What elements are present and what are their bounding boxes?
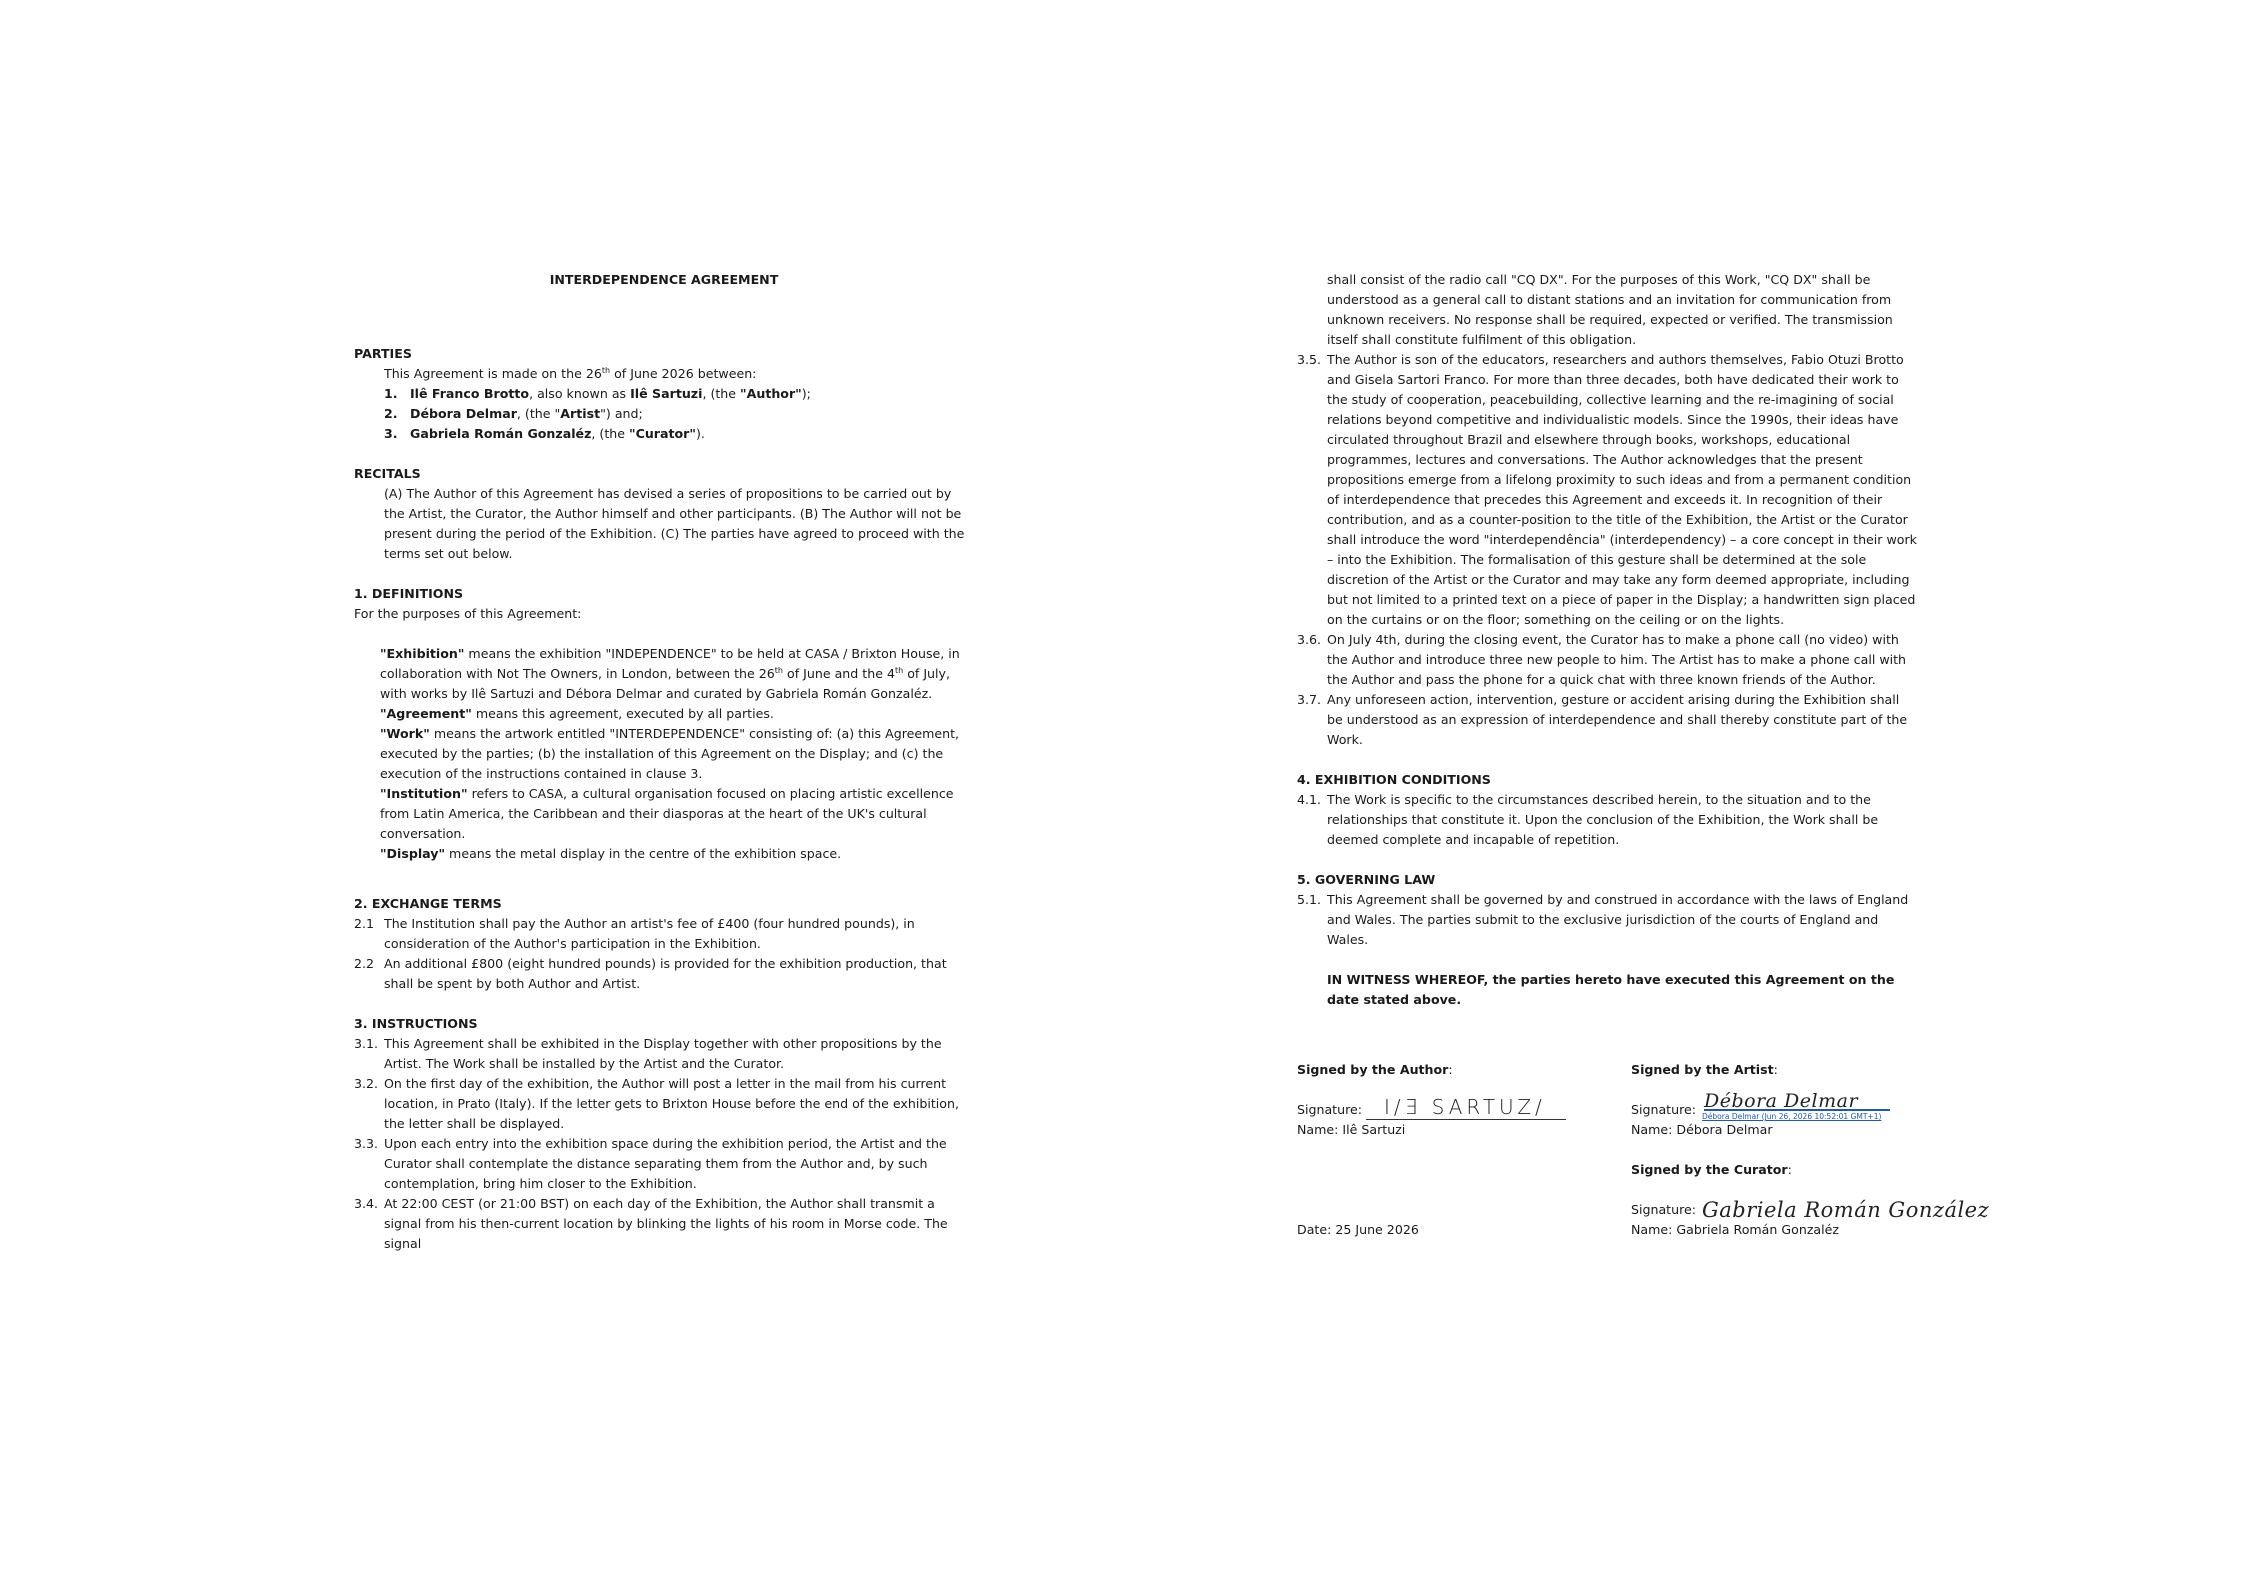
- author-sig-label: Signature:: [1297, 1102, 1367, 1117]
- author-name-line: Name: Ilê Sartuzi: [1297, 1122, 1406, 1137]
- instructions-heading: 3. INSTRUCTIONS: [354, 1016, 478, 1031]
- curator-signature-block: Signed by the Curator: Signature: Gabriela Román González Name: Gabriela Román Gonzaléz: [1631, 1160, 1951, 1240]
- definition-agreement: "Agreement" means this agreement, executed by all parties.: [380, 706, 774, 721]
- clause-3-4: 3.4. At 22:00 CEST (or 21:00 BST) on each day of the Exhibition, the Author shall transmit a signal from his then-current location by blinking the lights of his room in Morse code. The signal: [354, 1196, 948, 1251]
- signature-date: Date: 25 June 2026: [1297, 1222, 1419, 1237]
- party-item-artist: 2. Débora Delmar, (the "Artist") and;: [384, 406, 643, 421]
- law-heading: 5. GOVERNING LAW: [1297, 872, 1436, 887]
- clause-4-1: 4.1. The Work is specific to the circumstances described herein, to the situation and to the relationships that constitute it. Upon the conclusion of the Exhibition, the Work shall be deemed complete and incapable of repetition.: [1297, 792, 1879, 847]
- definitions-intro: For the purposes of this Agreement:: [354, 606, 582, 621]
- clause-3-4-continuation: shall consist of the radio call "CQ DX". For the purposes of this Work, "CQ DX" shall be understood as a general call to distant stations and an invitation for communication from unknown receivers. No response shall be required, expected or verified. The transmission itself shall constitute fulfilment of this obligation.: [1327, 272, 1893, 347]
- artist-esign-stamp[interactable]: Débora Delmar (Jun 26, 2026 10:52:01 GMT+1): [1702, 1112, 1882, 1121]
- recitals-text: (A) The Author of this Agreement has devised a series of propositions to be carried out by the Artist, the Curator, the Author himself and other participants. (B) The Author will not be present during the period of the Exhibition. (C) The parties have agreed to proceed with the terms set out below.: [384, 486, 965, 561]
- author-handwritten-signature: I/Ǝ SARTUZ/: [1384, 1095, 1546, 1119]
- party-item-curator: 3. Gabriela Román Gonzaléz, (the "Curator").: [384, 426, 705, 441]
- artist-esignature[interactable]: [1700, 1090, 1890, 1121]
- document-title: INTERDEPENDENCE AGREEMENT: [549, 272, 779, 287]
- right-column: [1297, 270, 1990, 1270]
- clause-5-1: 5.1. This Agreement shall be governed by and construed in accordance with the laws of England and Wales. The parties submit to the exclusive jurisdiction of the courts of England and Wales.: [1297, 892, 1909, 947]
- parties-heading: PARTIES: [354, 346, 412, 361]
- clause-3-5: 3.5. The Author is son of the educators, researchers and authors themselves, Fabio Otuzi Brotto and Gisela Sartori Franco. For more than three decades, both have dedicated their work to the study of cooperation, peacebuilding, collective learning and the re-imagining of social relations beyond competitive and individualistic models. Since the 1990s, their ideas have circulated throughout Brazil and elsewhere through books, workshops, educational programmes, lectures and conversations. The Author acknowledges that the present propositions emerge from a lifelong proximity to such ideas and from a permanent condition of interdependence that precedes this Agreement and exceeds it. In recognition of their contribution, and as a counter-position to the title of the Exhibition, the Artist or the Curator shall introduce the word "interdependência" (interdependency) – a core concept in their work – into the Exhibition. The formalisation of this gesture shall be determined at the sole discretion of the Artist or the Curator and may take any form deemed appropriate, including but not limited to a printed text on a piece of paper in the Display; a handwritten sign placed on the curtains or on the floor; something on the ceiling or on the lights.: [1297, 352, 1917, 627]
- artist-name-line: Name: Débora Delmar: [1631, 1122, 1773, 1137]
- page-right: [1125, 0, 2250, 1591]
- author-signature-block: Signed by the Author: Signature: I/Ǝ SARTUZ/ Name: Ilê Sartuzi: [1297, 1060, 1617, 1140]
- clause-3-2: 3.2. On the first day of the exhibition, the Author will post a letter in the mail from his current location, in Prato (Italy). If the letter gets to Brixton House before the end of the exhibition, the letter shall be displayed.: [354, 1076, 959, 1131]
- artist-handwritten-signature: Débora Delmar: [1704, 1090, 1859, 1112]
- parties-intro: This Agreement is made on the 26th of June 2026 between:: [384, 365, 757, 381]
- artist-signature-block: Signed by the Artist: Signature: Débora Delmar Débora Delmar (Jun 26, 2026 10:52:01 GMT+1) Name: Débora Delmar: [1631, 1060, 1931, 1140]
- curator-sig-label: Signature:: [1631, 1202, 1701, 1217]
- definitions-heading: 1. DEFINITIONS: [354, 586, 464, 601]
- clause-3-6: 3.6. On July 4th, during the closing event, the Curator has to make a phone call (no video) with the Author and introduce three new people to him. The Artist has to make a phone call with the Author and pass the phone for a quick chat with three known friends of the Author.: [1297, 632, 1907, 687]
- definition-institution: "Institution" refers to CASA, a cultural organisation focused on placing artistic excellence from Latin America, the Caribbean and their diasporas at the heart of the UK's cultural conversation.: [380, 786, 954, 841]
- author-sig-heading: Signed by the Author: [1297, 1062, 1449, 1077]
- clause-2-2: 2.2 An additional £800 (eight hundred pounds) is provided for the exhibition production, that shall be spent by both Author and Artist.: [354, 956, 947, 991]
- witness-statement: IN WITNESS WHEREOF, the parties hereto have executed this Agreement on the date stated above.: [1327, 972, 1895, 1007]
- signature-area: [1297, 1060, 1990, 1270]
- artist-sig-label: Signature:: [1631, 1102, 1701, 1117]
- author-signature-line[interactable]: [1366, 1095, 1566, 1120]
- conditions-heading: 4. EXHIBITION CONDITIONS: [1297, 772, 1491, 787]
- clause-2-1: 2.1 The Institution shall pay the Author an artist's fee of £400 (four hundred pounds), in consideration of the Author's participation in the Exhibition.: [354, 916, 915, 951]
- clause-3-7: 3.7. Any unforeseen action, intervention, gesture or accident arising during the Exhibition shall be understood as an expression of interdependence and shall thereby constitute part of the Work.: [1297, 692, 1908, 747]
- curator-name-line: Name: Gabriela Román Gonzaléz: [1631, 1222, 1840, 1237]
- definition-work: "Work" means the artwork entitled "INTERDEPENDENCE" consisting of: (a) this Agreement, executed by the parties; (b) the installation of this Agreement on the Display; and (c) the execution of the instructions contained in clause 3.: [380, 726, 960, 781]
- curator-handwritten-signature: Gabriela Román González: [1702, 1198, 1990, 1222]
- artist-sig-heading: Signed by the Artist: [1631, 1062, 1774, 1077]
- recitals-heading: RECITALS: [354, 466, 421, 481]
- party-item-author: 1. Ilê Franco Brotto, also known as Ilê Sartuzi, (the "Author");: [384, 386, 811, 401]
- clause-3-3: 3.3. Upon each entry into the exhibition space during the exhibition period, the Artist and the Curator shall contemplate the distance separating them from the Author and, by such contemplation, bring him closer to the Exhibition.: [354, 1136, 947, 1191]
- left-column: [354, 270, 974, 1254]
- definition-exhibition: "Exhibition" means the exhibition "INDEPENDENCE" to be held at CASA / Brixton House, in collaboration with Not The Owners, in London, between the 26th of June and the 4th of July, with works by Ilê Sartuzi and Débora Delmar and curated by Gabriela Román Gonzaléz.: [380, 646, 960, 701]
- curator-signature-line[interactable]: [1700, 1198, 1990, 1222]
- clause-3-1: 3.1. This Agreement shall be exhibited in the Display together with other propositions by the Artist. The Work shall be installed by the Artist and the Curator.: [354, 1036, 942, 1071]
- curator-sig-heading: Signed by the Curator: [1631, 1162, 1788, 1177]
- definition-display: "Display" means the metal display in the centre of the exhibition space.: [380, 846, 842, 861]
- exchange-heading: 2. EXCHANGE TERMS: [354, 896, 502, 911]
